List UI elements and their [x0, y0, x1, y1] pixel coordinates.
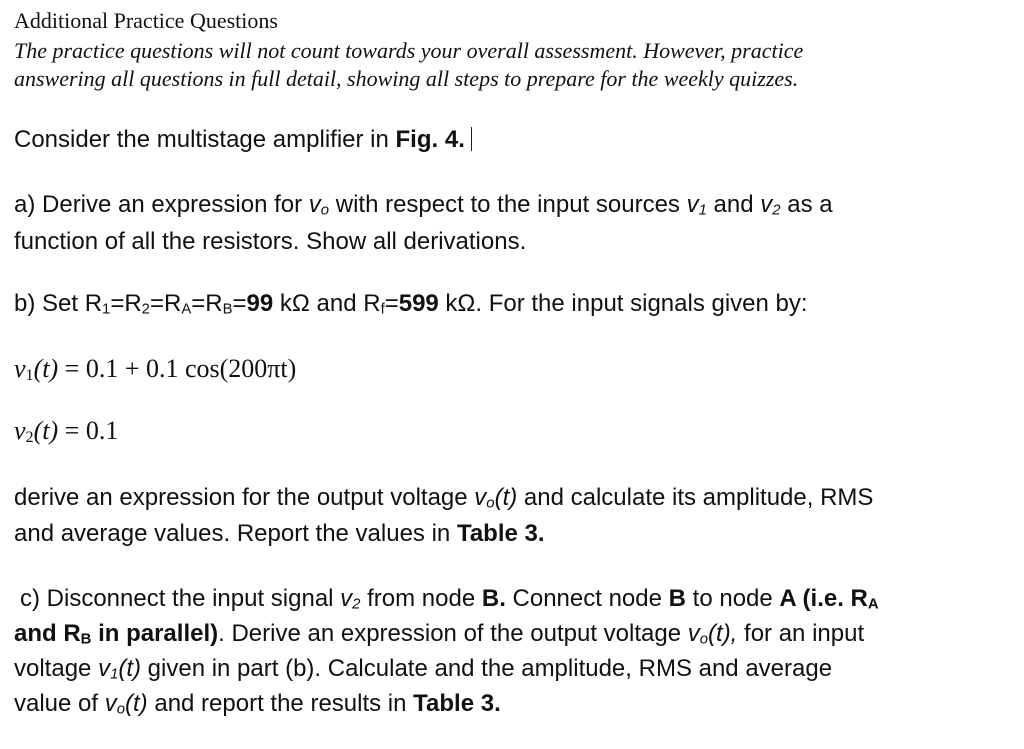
part-c-line-3: voltage $v_1(t)$ given in part (b). Calculate and the amplitude, RMS and average — [14, 655, 833, 683]
v1-symbol: $v_1(t)$ — [98, 655, 141, 683]
table-reference: Table 3. — [456, 520, 545, 547]
part-c-line-2: and $R_B$ in parallel). Derive an expression of the output voltage $v_o(t)$, for an input — [14, 620, 865, 648]
resistor-value: 99 — [246, 290, 274, 317]
equation-v2: $v_2(t) = 0.1$ — [14, 416, 119, 446]
vo-symbol: $v_o(t)$ — [474, 484, 518, 512]
part-a-text: a) Derive an expression for — [14, 191, 309, 218]
part-a-line-1 — [14, 191, 833, 219]
intro-text: Consider the multistage amplifier in — [14, 126, 396, 153]
part-b-line-1: b) Set $R_1=R_2=R_A=R_B=99$ kΩ and $R_f=599$ kΩ. For the input signals given by: — [14, 290, 808, 318]
practice-note-line-1: The practice questions will not count towards your overall assessment. However, practice — [14, 38, 804, 63]
equation-v1: $v_1(t) = 0.1 + 0.1$ cos(200πt) — [14, 354, 297, 384]
vo-symbol: $v_o(t)$, — [687, 620, 738, 648]
part-c-line-4: value of $v_o(t)$ and report the results in Table 3. — [14, 690, 501, 718]
part-b-line-3: derive an expression for the output voltage $v_o(t)$ and calculate its amplitude, RMS — [14, 484, 874, 512]
figure-reference: Fig. 4. — [395, 126, 465, 153]
page-heading: Additional Practice Questions — [14, 8, 278, 33]
vo-symbol: $v_o$ — [308, 191, 330, 219]
vo-symbol: $v_o(t)$ — [104, 690, 148, 718]
part-a-text: as a — [780, 191, 833, 218]
practice-note-line-2: answering all questions in full detail, showing all steps to prepare for the weekly quizzes. — [14, 66, 799, 91]
v2-symbol: $v_2$ — [760, 191, 781, 219]
table-reference: Table 3. — [413, 690, 501, 717]
part-a-text: with respect to the input sources — [329, 191, 687, 218]
text-cursor — [471, 127, 472, 151]
intro-paragraph[interactable] — [14, 126, 472, 154]
feedback-resistor-value: 599 — [398, 290, 439, 317]
part-b-line-4: and average values. Report the values in Table 3. — [14, 520, 545, 547]
v1-symbol: $v_1$ — [686, 191, 707, 219]
v2-symbol: $v_2$ — [340, 585, 361, 613]
part-c-line-1: c) Disconnect the input signal $v_2$ from node B. Connect node B to node A (i.e. $R_A$ — [20, 585, 879, 613]
part-a-line-2: function of all the resistors. Show all derivations. — [14, 228, 527, 255]
part-a-text: and — [706, 191, 761, 218]
